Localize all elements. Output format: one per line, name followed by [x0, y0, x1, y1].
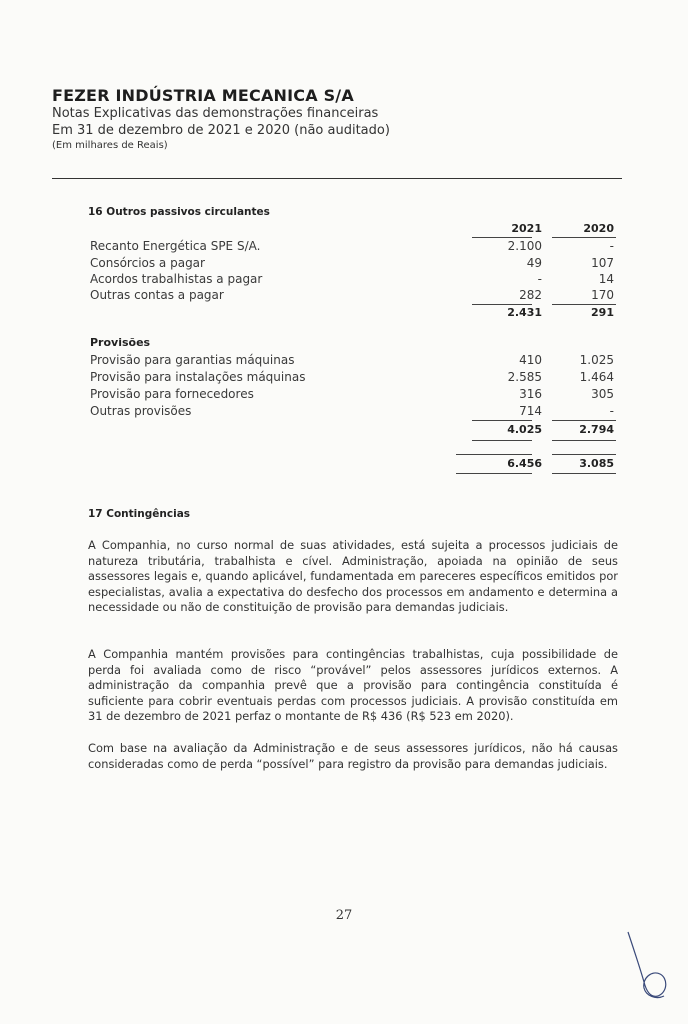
provisions-title: [90, 336, 620, 353]
value-2021: 49: [526, 256, 542, 270]
grand-total-2020: 3.085: [579, 457, 614, 470]
company-name: FEZER INDÚSTRIA MECANICA S/A: [52, 86, 354, 105]
value-2021: -: [537, 272, 542, 286]
value-2020: 1.025: [579, 353, 614, 367]
table-row: [90, 370, 620, 387]
grand-total-line-2020: [552, 454, 616, 455]
provisions-total-underline-2021: [472, 440, 532, 441]
value-2021: 282: [519, 288, 542, 302]
provisions-total-2021: 4.025: [507, 423, 542, 436]
value-2021: 316: [519, 387, 542, 401]
subtotal-2021: 2.431: [507, 306, 542, 319]
value-2021: 2.100: [507, 239, 542, 253]
table-header-row: [90, 222, 620, 239]
contingencies-paragraph-1: A Companhia, no curso normal de suas atividades, está sujeita a processos judiciais de natureza tributária, trabalhista e cível. Administração, apoiada na opinião de seus assessores legais e, quando aplicável, fundamentada em pareceres específicos emitidos por especialistas, avalia a expectativa do desfecho dos processos em andamento e determina a necessidade ou não de constituição de provisão para demandas judiciais.: [88, 538, 618, 614]
value-2020: 107: [591, 256, 614, 270]
table-row: [90, 387, 620, 404]
table-row: [90, 256, 620, 273]
value-2020: -: [609, 239, 614, 253]
value-2021: 714: [519, 404, 542, 418]
provisions-total-line-2021: [472, 420, 532, 421]
page-number: 27: [335, 908, 353, 923]
grand-total-line-2021: [456, 454, 532, 455]
header-divider: [52, 178, 622, 179]
value-2020: 170: [591, 288, 614, 302]
row-label: Provisão para instalações máquinas: [90, 370, 306, 384]
row-label: Recanto Energética SPE S/A.: [90, 239, 261, 253]
row-label: Outras provisões: [90, 404, 192, 418]
col-2021-header: 2021: [511, 222, 542, 235]
value-2021: 410: [519, 353, 542, 367]
subtotal-line-2020: [552, 304, 616, 305]
provisions-total-underline-2020: [552, 440, 616, 441]
value-2020: 1.464: [579, 370, 614, 384]
grand-total-2021: 6.456: [507, 457, 542, 470]
value-2020: 305: [591, 387, 614, 401]
contingencies-paragraph-2: A Companhia mantém provisões para contingências trabalhistas, cuja possibilidade de perda foi avaliada como de risco “provável” pelos assessores jurídicos externos. A administração da companhia prevê que a provisão para contingência constituída é suficiente para cobrir eventuais perdas com processos judiciais. A provisão constituída em 31 de dezembro de 2021 perfaz o montante de R$ 436 (R$ 523 em 2020).: [88, 647, 618, 723]
subtotal-line-2021: [472, 304, 532, 305]
table-row: [90, 239, 620, 256]
header-period: Em 31 de dezembro de 2021 e 2020 (não auditado): [52, 123, 390, 138]
row-label: Acordos trabalhistas a pagar: [90, 272, 263, 286]
grand-total-row: [90, 457, 620, 474]
value-2020: 14: [598, 272, 614, 286]
subtotal-row: [90, 306, 620, 323]
subtotal-2020: 291: [591, 306, 614, 319]
col-2020-header: 2020: [583, 222, 614, 235]
provisions-heading: Provisões: [90, 336, 151, 349]
grand-total-double-line-2021: [456, 473, 532, 474]
table-row: [90, 288, 620, 305]
document-header: [52, 86, 612, 152]
header-currency-note: (Em milhares de Reais): [52, 140, 168, 151]
value-2021: 2.585: [507, 370, 542, 384]
note-16-title: 16 Outros passivos circulantes: [88, 206, 270, 218]
row-label: Outras contas a pagar: [90, 288, 224, 302]
provisions-total-2020: 2.794: [579, 423, 614, 436]
row-label: Consórcios a pagar: [90, 256, 205, 270]
col-2020-underline: [552, 237, 616, 238]
row-label: Provisão para garantias máquinas: [90, 353, 295, 367]
provisions-total-line-2020: [552, 420, 616, 421]
header-subtitle: Notas Explicativas das demonstrações financeiras: [52, 106, 379, 121]
row-label: Provisão para fornecedores: [90, 387, 254, 401]
col-2021-underline: [472, 237, 532, 238]
grand-total-double-line-2020: [552, 473, 616, 474]
provisions-total-row: [90, 423, 620, 440]
table-row: [90, 404, 620, 421]
initials-signature-icon: [616, 930, 676, 1006]
table-row: [90, 272, 620, 289]
note-17-title: 17 Contingências: [88, 508, 191, 520]
table-row: [90, 353, 620, 370]
value-2020: -: [609, 404, 614, 418]
contingencies-paragraph-3: Com base na avaliação da Administração e de seus assessores jurídicos, não há causas consideradas como de perda “possível” para registro da provisão para demandas judiciais.: [88, 741, 618, 771]
